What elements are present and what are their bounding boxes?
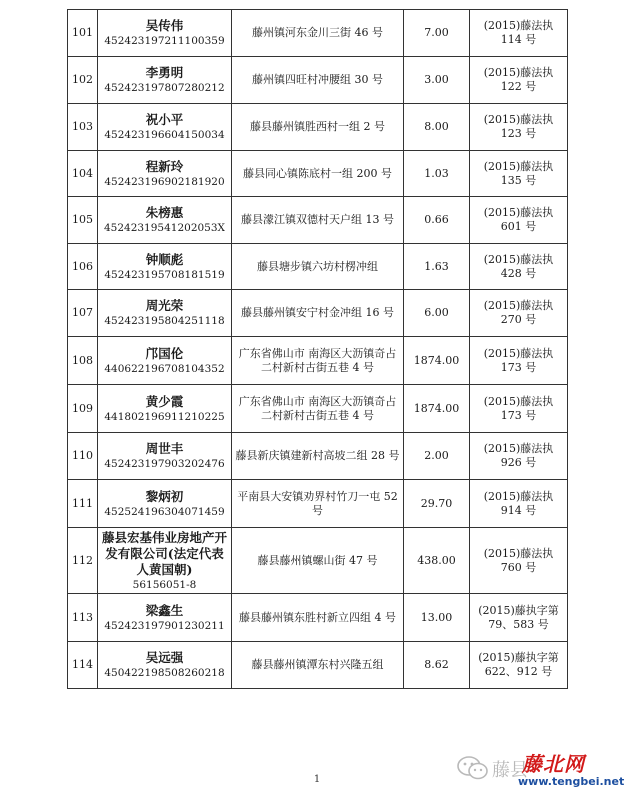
case-number-cell: (2015)藤法执 173 号	[470, 337, 568, 385]
debtor-name: 周世丰	[145, 441, 184, 456]
debtor-name: 朱榜惠	[145, 205, 184, 220]
id-number: 452423195708181519	[104, 268, 225, 281]
address-cell: 藤县同心镇陈底村一组 200 号	[232, 151, 404, 197]
table-row	[68, 337, 568, 385]
debtor-list-table	[67, 9, 568, 689]
row-number: 104	[68, 151, 98, 197]
table-row	[68, 104, 568, 151]
table-row	[68, 151, 568, 197]
case-number-cell: (2015)藤法执 914 号	[470, 480, 568, 528]
table-row	[68, 433, 568, 480]
table-row	[68, 57, 568, 104]
amount-cell: 1.63	[404, 244, 470, 290]
row-number: 110	[68, 433, 98, 480]
debtor-cell	[98, 57, 232, 104]
debtor-cell	[98, 337, 232, 385]
watermark-url: www.tengbei.net	[518, 775, 625, 788]
address-cell: 藤州镇四旺村冲腰组 30 号	[232, 57, 404, 104]
id-number: 452423197903202476	[104, 458, 225, 470]
id-number: 45242319541202053X	[103, 222, 226, 234]
table-row	[68, 10, 568, 57]
case-number-cell: (2015)藤法执 135 号	[470, 151, 568, 197]
page-number: 1	[313, 774, 321, 785]
table-row	[68, 244, 568, 290]
address-cell: 藤县藤州镇潭东村兴隆五组	[232, 642, 404, 689]
debtor-cell	[98, 10, 232, 57]
table-row	[68, 528, 568, 594]
amount-cell: 6.00	[404, 290, 470, 337]
table-row	[68, 290, 568, 337]
debtor-cell	[98, 433, 232, 480]
case-number-cell: (2015)藤执字第 622、912 号	[470, 642, 568, 689]
amount-cell: 13.00	[404, 594, 470, 642]
row-number: 102	[68, 57, 98, 104]
amount-cell: 8.00	[404, 104, 470, 151]
id-number: 452423196604150034	[104, 129, 225, 141]
row-number: 113	[68, 594, 98, 642]
debtor-name: 梁鑫生	[145, 602, 184, 618]
row-number: 107	[68, 290, 98, 337]
row-number: 111	[68, 480, 98, 528]
amount-cell: 2.00	[404, 433, 470, 480]
row-number: 101	[68, 10, 98, 57]
debtor-cell	[98, 151, 232, 197]
debtor-name: 藤县宏基伟业房地产开发有限公司(法定代表人黄国朝)	[101, 529, 227, 577]
debtor-cell	[98, 197, 232, 244]
case-number-cell: (2015)藤执字第 79、583 号	[470, 594, 568, 642]
amount-cell: 1874.00	[404, 337, 470, 385]
debtor-name: 黎炳初	[145, 488, 184, 504]
table-row	[68, 197, 568, 244]
id-number: 452524196304071459	[104, 505, 225, 518]
table-row	[68, 642, 568, 689]
debtor-name: 邝国伦	[145, 345, 184, 361]
row-number: 109	[68, 385, 98, 433]
debtor-cell	[98, 642, 232, 689]
amount-cell: 1874.00	[404, 385, 470, 433]
address-cell: 藤县藤州镇安宁村金冲组 16 号	[232, 290, 404, 337]
address-cell: 平南县大安镇劝界村竹刀一屯 52 号	[232, 480, 404, 528]
watermark-site-name: 藤北网	[522, 752, 585, 776]
watermark-faded-text: 藤县	[492, 760, 528, 781]
case-number-cell: (2015)藤法执 173 号	[470, 385, 568, 433]
address-cell: 藤县新庆镇建新村高坡二组 28 号	[232, 433, 404, 480]
row-number: 106	[68, 244, 98, 290]
id-number: 56156051-8	[132, 578, 197, 591]
amount-cell: 29.70	[404, 480, 470, 528]
debtor-name: 祝小平	[145, 112, 184, 127]
debtor-name: 周光荣	[145, 298, 184, 313]
row-number: 112	[68, 528, 98, 594]
table-row	[68, 594, 568, 642]
id-number: 441802196911210225	[104, 410, 225, 423]
address-cell: 广东省佛山市 南海区大沥镇奇占二村新村古街五巷 4 号	[232, 337, 404, 385]
id-number: 452423197211100359	[104, 35, 225, 47]
case-number-cell: (2015)藤法执 270 号	[470, 290, 568, 337]
address-cell: 藤县藤州镇东胜村新立四组 4 号	[232, 594, 404, 642]
debtor-name: 黄少霞	[145, 393, 184, 409]
address-cell: 藤县塘步镇六坊村楞冲组	[232, 244, 404, 290]
id-number: 450422198508260218	[104, 667, 225, 679]
address-cell: 藤县濛江镇双德村天户组 13 号	[232, 197, 404, 244]
row-number: 103	[68, 104, 98, 151]
id-number: 452423197901230211	[104, 619, 225, 632]
address-cell: 藤州镇河东金川三街 46 号	[232, 10, 404, 57]
address-cell: 广东省佛山市 南海区大沥镇奇占二村新村古街五巷 4 号	[232, 385, 404, 433]
id-number: 440622196708104352	[104, 362, 225, 375]
row-number: 114	[68, 642, 98, 689]
table-row	[68, 385, 568, 433]
case-number-cell: (2015)藤法执 601 号	[470, 197, 568, 244]
id-number: 452423197807280212	[104, 82, 225, 94]
case-number-cell: (2015)藤法执 760 号	[470, 528, 568, 594]
table-row	[68, 480, 568, 528]
amount-cell: 1.03	[404, 151, 470, 197]
debtor-name: 李勇明	[145, 65, 184, 80]
amount-cell: 8.62	[404, 642, 470, 689]
debtor-name: 吴传伟	[145, 18, 184, 33]
case-number-cell: (2015)藤法执 926 号	[470, 433, 568, 480]
id-number: 452423195804251118	[104, 315, 225, 327]
address-cell: 藤县藤州镇胜西村一组 2 号	[232, 104, 404, 151]
debtor-cell	[98, 594, 232, 642]
debtor-cell	[98, 290, 232, 337]
case-number-cell: (2015)藤法执 428 号	[470, 244, 568, 290]
amount-cell: 438.00	[404, 528, 470, 594]
debtor-cell	[98, 104, 232, 151]
amount-cell: 0.66	[404, 197, 470, 244]
wechat-icon	[456, 754, 490, 782]
debtor-cell	[98, 244, 232, 290]
case-number-cell: (2015)藤法执 123 号	[470, 104, 568, 151]
debtor-cell	[98, 528, 232, 594]
case-number-cell: (2015)藤法执 114 号	[470, 10, 568, 57]
debtor-name: 程新玲	[145, 158, 184, 174]
amount-cell: 3.00	[404, 57, 470, 104]
row-number: 105	[68, 197, 98, 244]
debtor-name: 吴远强	[145, 650, 184, 665]
amount-cell: 7.00	[404, 10, 470, 57]
address-cell: 藤县藤州镇螺山街 47 号	[232, 528, 404, 594]
table-body	[68, 10, 568, 689]
debtor-cell	[98, 385, 232, 433]
site-watermark	[452, 746, 632, 798]
id-number: 452423196902181920	[104, 175, 225, 188]
case-number-cell: (2015)藤法执 122 号	[470, 57, 568, 104]
debtor-cell	[98, 480, 232, 528]
debtor-name: 钟顺彪	[145, 251, 184, 267]
row-number: 108	[68, 337, 98, 385]
